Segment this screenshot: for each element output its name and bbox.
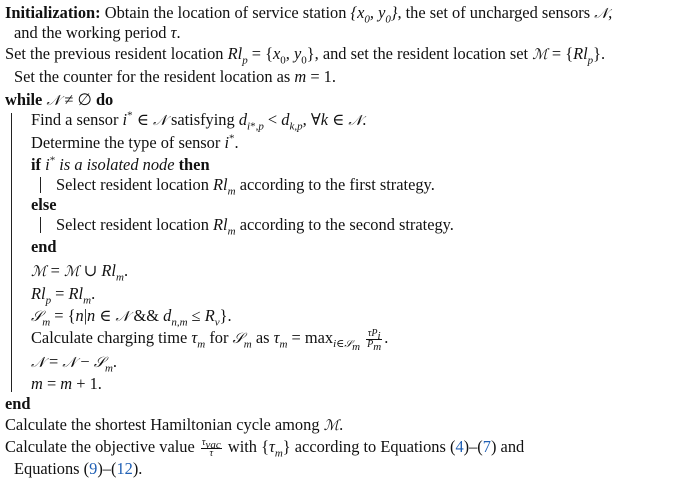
second-strategy-line: Select resident location $Rl_m$ according to the second strategy. (56, 215, 454, 238)
first-strategy-text-1: Select resident location (56, 175, 209, 194)
if-block-bar (40, 177, 41, 193)
if-keyword: if (31, 155, 42, 174)
eq-dash-1: )–( (463, 437, 483, 456)
while-line: while 𝒩 ≠ ∅ do (5, 90, 114, 109)
line2-text-1: Set the previous resident location (5, 44, 224, 63)
equation-ref-12[interactable]: 12 (116, 459, 133, 478)
init-line-cont: and the working period τ. (14, 23, 181, 42)
if-line: if i* is a isolated node then (31, 154, 210, 174)
else-line (31, 195, 56, 215)
update-counter-line: m = m + 1. (31, 374, 102, 393)
counter-line: Set the counter for the resident location as m = 1. (14, 67, 336, 86)
end-if-line (31, 237, 57, 257)
charging-time-line: Calculate charging time $\tau_m$ for 𝒮$_m$ as $\tau_m = \max_{i\in 𝒮_m}$ $\frac{\tau P_i}{P_m}$ . (31, 327, 389, 354)
objective-text-4: ) and (490, 437, 525, 456)
end-while-line (5, 394, 31, 414)
charging-fraction: $\frac{\tau P_i}{P_m}$ (367, 327, 382, 353)
line2-text-2: , and set the resident location set (314, 44, 529, 63)
set-previous-line: Set the previous resident location $Rl_p = \{x_0$, $y_0$}, and set the resident location set ℳ = $\{Rl_p\}$. (5, 44, 606, 67)
set-n: 𝒩 (594, 6, 609, 22)
init-line: Initialization: Obtain the location of service station {$x_0$, $y_0$}, the set of uncharged sensors 𝒩, (5, 3, 613, 26)
objective-fraction: $\frac{\tau_{vac}}{\tau}$ (201, 436, 221, 459)
init-text-2: , the set of uncharged sensors (397, 3, 591, 22)
objective-line: Calculate the objective value $\frac{\tau_{vac}}{\tau}$ with $\{\tau_m\}$ according to Equations (4)–(7) and (5, 436, 525, 460)
determine-text: Determine the type of sensor (31, 133, 221, 152)
second-strategy-text-1: Select resident location (56, 215, 209, 234)
tau-symbol: τ (170, 23, 177, 42)
else-block-bar (40, 217, 41, 233)
update-rlp-line: $Rl_p = Rl_m$. (31, 284, 96, 307)
else-keyword: else (31, 195, 57, 214)
shortest-cycle-line: Calculate the shortest Hamiltonian cycle among ℳ. (5, 415, 344, 434)
find-text-1: Find a sensor (31, 110, 119, 129)
objective-text-2: with (227, 437, 257, 456)
equations-line (14, 459, 142, 479)
calc-time-text-3: as (255, 328, 270, 347)
line3-text: Set the counter for the resident location as (14, 67, 291, 86)
station-set: {$x_0$, $y_0$} (350, 3, 398, 26)
objective-end: ). (132, 459, 143, 478)
objective-text-3: according to Equations ( (294, 437, 456, 456)
while-block-bar (11, 113, 12, 392)
do-keyword: do (95, 90, 114, 109)
first-strategy-text-2: according to the first strategy. (239, 175, 435, 194)
shortest-text: Calculate the shortest Hamiltonian cycle among (5, 415, 320, 434)
determine-line: Determine the type of sensor i*. (31, 132, 239, 152)
find-sensor-line: Find a sensor i* ∈ 𝒩 satisfying $d_{i*,p} < d_{k,p}$, ∀k ∈ 𝒩. (31, 109, 367, 133)
end-while-keyword: end (5, 394, 31, 413)
init-text-3: and the working period (14, 23, 167, 42)
calc-time-text-1: Calculate charging time (31, 328, 188, 347)
objective-text-1: Calculate the objective value (5, 437, 195, 456)
update-n-line: 𝒩 = 𝒩 − 𝒮$_m$. (31, 352, 118, 375)
update-m-line: ℳ = ℳ ∪ $Rl_m$. (31, 261, 129, 284)
while-cond: 𝒩 (46, 93, 61, 109)
update-sm-line: 𝒮$_m$ = {n|n ∈ 𝒩 && $d_{n,m} \le R_v$}. (31, 306, 232, 329)
find-text-2: satisfying (170, 110, 235, 129)
init-text-1: Obtain the location of service station (104, 3, 347, 22)
if-condition: is a isolated node (59, 155, 175, 174)
end-if-keyword: end (31, 237, 57, 256)
then-keyword: then (178, 155, 210, 174)
equation-ref-7[interactable]: 7 (482, 437, 491, 456)
calc-time-text-2: for (209, 328, 229, 347)
first-strategy-line: Select resident location $Rl_m$ according to the first strategy. (56, 175, 435, 198)
eq-dash-2: )–( (97, 459, 117, 478)
rlp-expr: $Rl_p$ (227, 44, 248, 67)
set-m: ℳ (532, 47, 548, 63)
init-label: Initialization: (5, 3, 101, 22)
while-keyword: while (5, 90, 43, 109)
second-strategy-text-2: according to the second strategy. (239, 215, 454, 234)
equation-ref-9[interactable]: 9 (89, 459, 98, 478)
equations-label: Equations ( (14, 459, 90, 478)
equation-ref-4[interactable]: 4 (455, 437, 464, 456)
